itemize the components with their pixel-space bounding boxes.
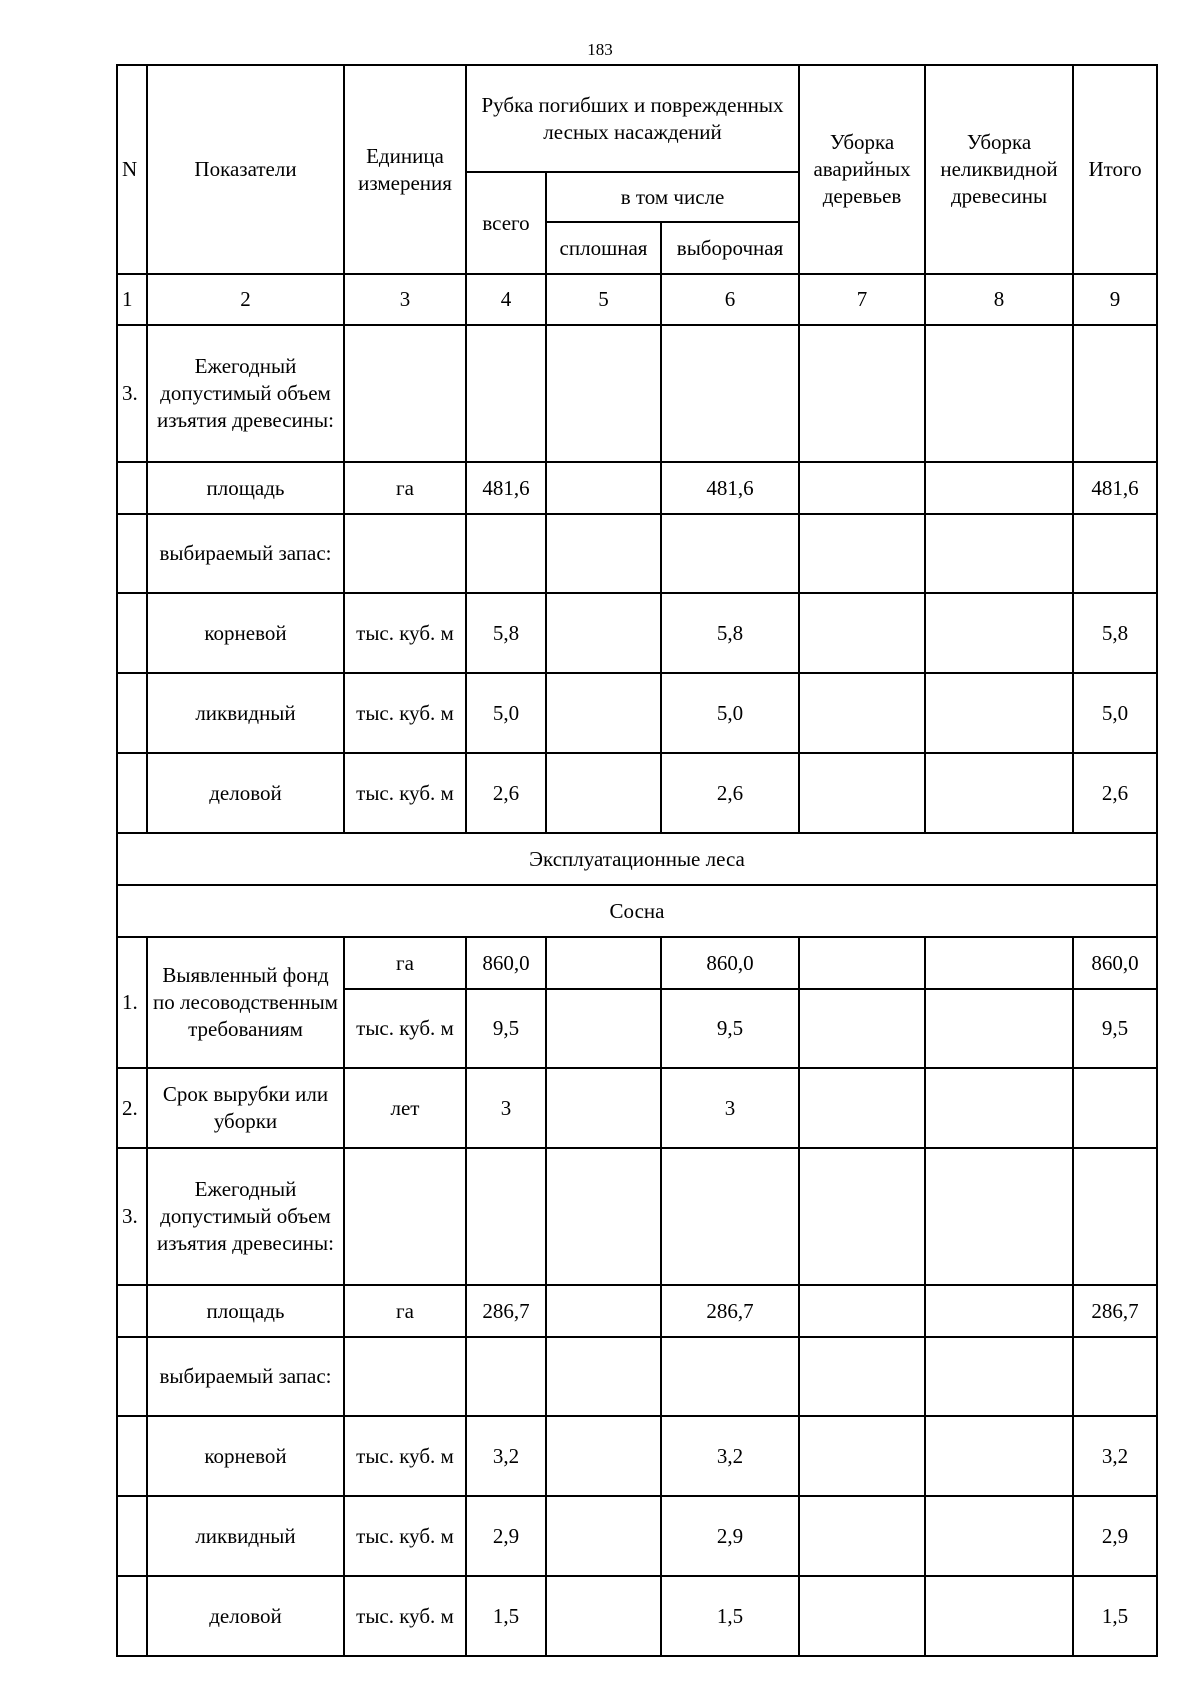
value-selective: 5,0 — [661, 673, 799, 753]
row-unit: тыс. куб. м — [344, 593, 466, 673]
forest-table — [116, 64, 1158, 1657]
value-selective: 3 — [661, 1068, 799, 1148]
row-label: деловой — [147, 753, 344, 833]
table-row — [117, 325, 1157, 462]
row-unit: лет — [344, 1068, 466, 1148]
value-total: 2,9 — [466, 1496, 546, 1576]
value-total: 5,8 — [466, 593, 546, 673]
value-selective: 5,8 — [661, 593, 799, 673]
page-number: 183 — [587, 40, 613, 59]
column-number: 6 — [661, 274, 799, 325]
header-unit: Единица измерения — [344, 65, 466, 274]
value-itogo: 286,7 — [1073, 1285, 1157, 1337]
row-unit: тыс. куб. м — [344, 1416, 466, 1496]
value-itogo: 2,6 — [1073, 753, 1157, 833]
header-indicators: Показатели — [147, 65, 344, 274]
value-total: 2,6 — [466, 753, 546, 833]
value-selective: 3,2 — [661, 1416, 799, 1496]
value-itogo: 860,0 — [1073, 937, 1157, 989]
row-number: 1. — [117, 937, 147, 1068]
table-row — [117, 1337, 1157, 1416]
value-total: 5,0 — [466, 673, 546, 753]
table-row — [117, 1148, 1157, 1285]
header-including: в том числе — [546, 172, 799, 222]
row-label: выбираемый запас: — [147, 1337, 344, 1416]
value-itogo: 5,0 — [1073, 673, 1157, 753]
header-clear: сплошная — [546, 222, 661, 274]
column-number: 3 — [344, 274, 466, 325]
row-label: выбираемый запас: — [147, 514, 344, 593]
column-number: 9 — [1073, 274, 1157, 325]
row-label: площадь — [147, 462, 344, 514]
header-n: N — [117, 65, 147, 274]
section-row — [117, 833, 1157, 885]
row-label: площадь — [147, 1285, 344, 1337]
row-unit: тыс. куб. м — [344, 1576, 466, 1656]
row-number: 3. — [117, 325, 147, 462]
header-emergency-trees: Уборка аварийных деревьев — [799, 65, 925, 274]
table-row — [117, 1068, 1157, 1148]
value-selective: 1,5 — [661, 1576, 799, 1656]
section-species: Сосна — [117, 885, 1157, 937]
table-row — [117, 1285, 1157, 1337]
column-number: 4 — [466, 274, 546, 325]
table-row — [117, 937, 1157, 989]
value-selective: 2,6 — [661, 753, 799, 833]
table-row — [117, 753, 1157, 833]
value-total: 481,6 — [466, 462, 546, 514]
value-selective: 286,7 — [661, 1285, 799, 1337]
row-label: Выявленный фонд по лесоводственным требованиям — [147, 937, 344, 1068]
section-forest-type: Эксплуатационные леса — [117, 833, 1157, 885]
row-label: Ежегодный допустимый объем изъятия древесины: — [147, 325, 344, 462]
row-unit: тыс. куб. м — [344, 1496, 466, 1576]
value-total: 286,7 — [466, 1285, 546, 1337]
row-unit: га — [344, 1285, 466, 1337]
value-itogo: 5,8 — [1073, 593, 1157, 673]
column-number: 7 — [799, 274, 925, 325]
column-number-row — [117, 274, 1157, 325]
header-felling-dead: Рубка погибших и поврежденных лесных насаждений — [466, 65, 799, 172]
value-selective: 2,9 — [661, 1496, 799, 1576]
row-unit: тыс. куб. м — [344, 753, 466, 833]
table-row — [117, 1496, 1157, 1576]
value-selective: 860,0 — [661, 937, 799, 989]
header-illiquid-wood: Уборка неликвидной древесины — [925, 65, 1073, 274]
value-total: 3,2 — [466, 1416, 546, 1496]
value-itogo: 481,6 — [1073, 462, 1157, 514]
value-total: 1,5 — [466, 1576, 546, 1656]
header-row — [117, 65, 1157, 172]
column-number: 2 — [147, 274, 344, 325]
value-selective: 9,5 — [661, 989, 799, 1068]
row-label: Срок вырубки или уборки — [147, 1068, 344, 1148]
value-total: 860,0 — [466, 937, 546, 989]
row-unit: га — [344, 937, 466, 989]
row-label: корневой — [147, 593, 344, 673]
row-label: ликвидный — [147, 673, 344, 753]
table-row — [117, 593, 1157, 673]
value-selective: 481,6 — [661, 462, 799, 514]
header-total-all: всего — [466, 172, 546, 274]
value-itogo: 3,2 — [1073, 1416, 1157, 1496]
row-label: Ежегодный допустимый объем изъятия древесины: — [147, 1148, 344, 1285]
row-number: 3. — [117, 1148, 147, 1285]
table-row — [117, 462, 1157, 514]
value-total: 9,5 — [466, 989, 546, 1068]
row-label: ликвидный — [147, 1496, 344, 1576]
row-number: 2. — [117, 1068, 147, 1148]
row-label: корневой — [147, 1416, 344, 1496]
column-number: 8 — [925, 274, 1073, 325]
row-unit: тыс. куб. м — [344, 673, 466, 753]
value-total: 3 — [466, 1068, 546, 1148]
table-row — [117, 1416, 1157, 1496]
header-itogo: Итого — [1073, 65, 1157, 274]
value-itogo: 1,5 — [1073, 1576, 1157, 1656]
table-row — [117, 514, 1157, 593]
table-row — [117, 673, 1157, 753]
value-itogo: 9,5 — [1073, 989, 1157, 1068]
value-itogo: 2,9 — [1073, 1496, 1157, 1576]
header-selective: выборочная — [661, 222, 799, 274]
section-row — [117, 885, 1157, 937]
column-number: 1 — [117, 274, 147, 325]
column-number: 5 — [546, 274, 661, 325]
table-row — [117, 1576, 1157, 1656]
row-unit: га — [344, 462, 466, 514]
row-unit: тыс. куб. м — [344, 989, 466, 1068]
row-label: деловой — [147, 1576, 344, 1656]
